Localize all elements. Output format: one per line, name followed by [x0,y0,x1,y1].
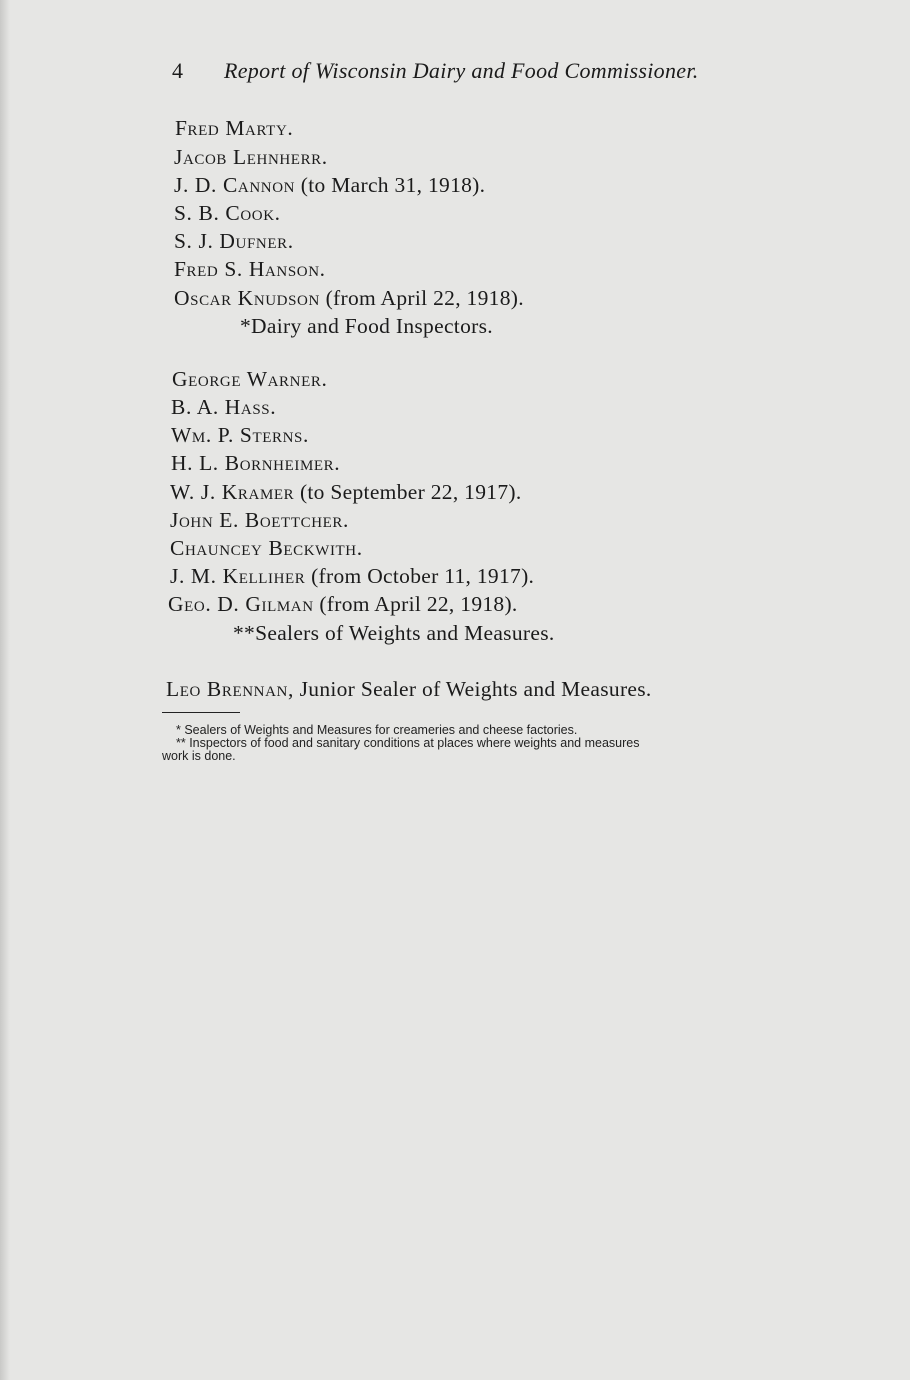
footnote-2: ** Inspectors of food and sanitary conditions at places where weights and measures [176,736,640,750]
page-number: 4 [172,58,183,83]
footnote-1: * Sealers of Weights and Measures for creameries and cheese factories. [176,723,578,737]
name-line: W. J. Kramer (to September 22, 1917). [170,480,522,504]
name-line: S. B. Cook. [174,201,281,225]
name-line: B. A. Hass. [171,395,277,419]
running-header [172,58,772,84]
name-line: Chauncey Beckwith. [170,536,363,560]
name-line: Fred S. Hanson. [174,257,326,281]
name-line: Oscar Knudson (from April 22, 1918). [174,286,524,310]
name-line: Jacob Lehnherr. [174,145,328,169]
name-line: Geo. D. Gilman (from April 22, 1918). [168,592,518,616]
name-line: J. M. Kelliher (from October 11, 1917). [170,564,535,588]
group-caption: **Sealers of Weights and Measures. [233,621,555,645]
name-line: George Warner. [172,367,328,391]
name-line: S. J. Dufner. [174,229,294,253]
name-line: Fred Marty. [175,116,294,140]
footnote-2-continued: work is done. [162,749,236,763]
footnote-rule [162,712,240,713]
junior-sealer-line: Leo Brennan, Junior Sealer of Weights and Measures. [166,677,652,701]
name-line: John E. Boettcher. [170,508,349,532]
group-caption: *Dairy and Food Inspectors. [240,314,493,338]
name-line: Wm. P. Sterns. [171,423,309,447]
page-binding-edge [0,0,10,1380]
name-line: J. D. Cannon (to March 31, 1918). [174,173,486,197]
name-line: H. L. Bornheimer. [171,451,341,475]
running-title: Report of Wisconsin Dairy and Food Commissioner. [224,58,699,83]
